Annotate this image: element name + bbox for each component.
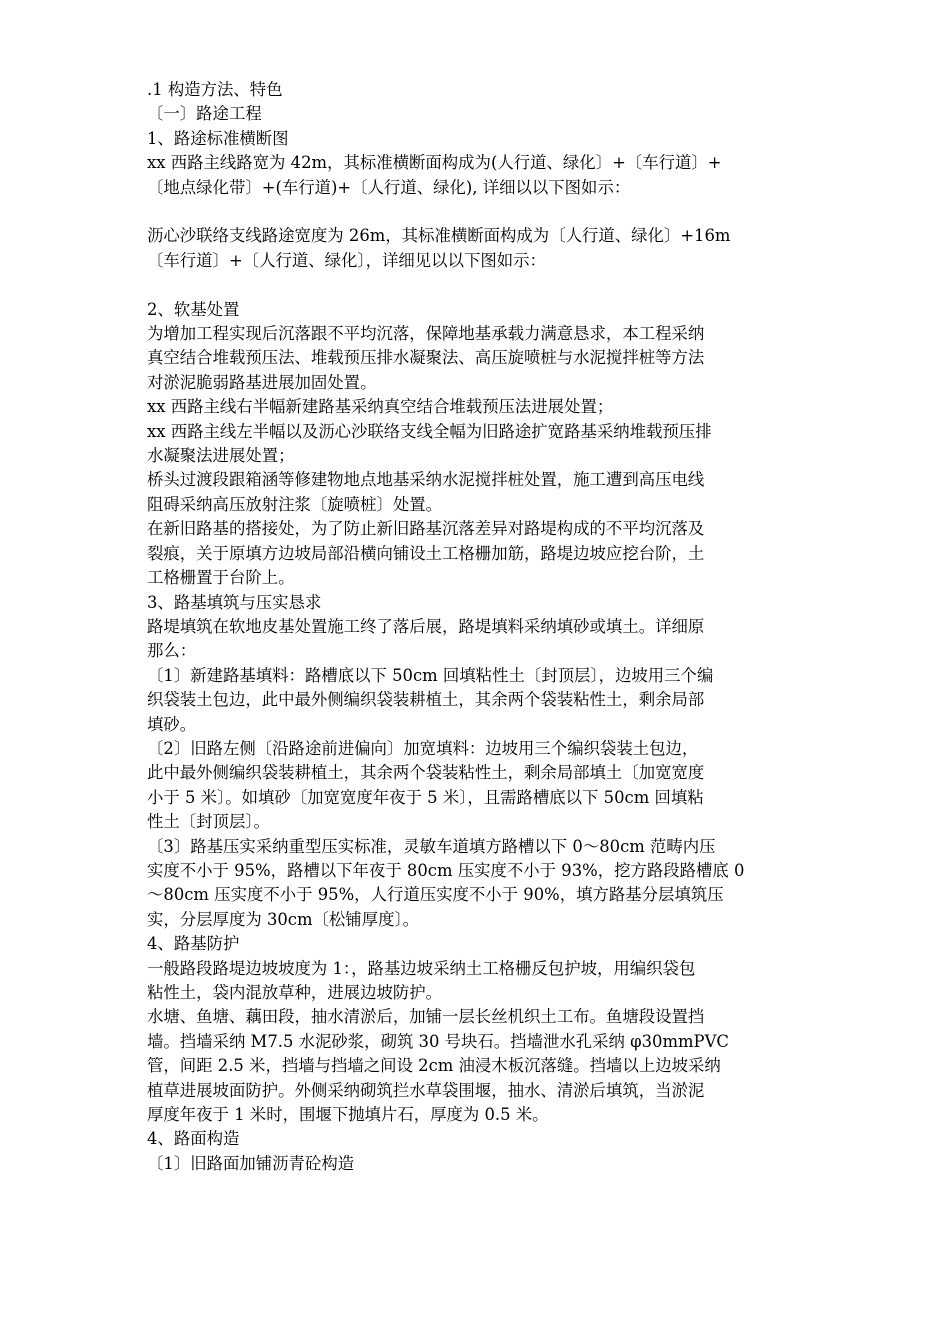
- text-line: 〔1〕旧路面加铺沥青砼构造: [147, 1153, 355, 1173]
- text-line: 粘性土，袋内混放草种，进展边坡防护。: [147, 983, 443, 1002]
- text-line: 桥头过渡段跟箱涵等修建物地点地基采纳水泥搅拌桩处置，施工遭到高压电线: [147, 470, 705, 490]
- text-line: 2、软基处置: [147, 299, 240, 319]
- text-line: 〔一〕路途工程: [147, 104, 262, 124]
- text-line: 管，间距 2.5 米，挡墙与挡墙之间设 2cm 油浸木板沉落缝。挡墙以上边坡采纳: [147, 1056, 721, 1076]
- text-line: 阻碍采纳高压放射注浆〔旋喷桩〕处置。: [147, 494, 443, 514]
- text-line: 〔1〕新建路基填料：路槽底以下 50cm 回填粘性土〔封顶层〕，边坡用三个编: [147, 665, 714, 685]
- text-line: 一般路段路堤边坡坡度为 1：，路基边坡采纳土工格栅反包护坡，用编织袋包: [147, 958, 696, 978]
- text-line: 为增加工程实现后沉落跟不平均沉落，保障地基承载力满意恳求，本工程采纳: [147, 324, 705, 344]
- text-line: 水塘、鱼塘、藕田段，抽水清淤后，加铺一层长丝机织土工布。鱼塘段设置挡: [147, 1007, 705, 1027]
- text-line: 织袋装土包边，此中最外侧编织袋装耕植土，其余两个袋装粘性土，剩余局部: [147, 690, 705, 710]
- text-line: ～80cm 压实度不小于 95%，人行道压实度不小于 90%，填方路基分层填筑压: [147, 885, 724, 905]
- text-line: 路堤填筑在软地皮基处置施工终了落后展，路堤填料采纳填砂或填土。详细原: [147, 616, 705, 636]
- blank-line: [147, 200, 807, 224]
- text-line: 沥心沙联络支线路途宽度为 26m，其标准横断面构成为〔人行道、绿化〕+16m: [147, 226, 731, 246]
- text-line: 真空结合堆载预压法、堆载预压排水凝聚法、高压旋喷桩与水泥搅拌桩等方法: [147, 348, 705, 368]
- text-line: 实，分层厚度为 30cm〔松铺厚度〕。: [147, 909, 420, 929]
- text-line: xx 西路主线路宽为 42m，其标准横断面构成为(人行道、绿化〕+〔车行道〕+: [147, 153, 722, 173]
- text-line: xx 西路主线左半幅以及沥心沙联络支线全幅为旧路途扩宽路基采纳堆载预压排: [147, 421, 712, 441]
- text-line: 植草进展坡面防护。外侧采纳砌筑拦水草袋围堰，抽水、清淤后填筑，当淤泥: [147, 1080, 705, 1100]
- text-line: 此中最外侧编织袋装耕植土，其余两个袋装粘性土，剩余局部填土〔加宽宽度: [147, 763, 705, 783]
- text-line: 〔车行道〕+〔人行道、绿化〕，详细见以以下图如示：: [147, 250, 546, 270]
- text-line: 那么：: [147, 641, 197, 661]
- text-line: 填砂。: [147, 714, 197, 734]
- text-line: 实度不小于 95%，路槽以下年夜于 80cm 压实度不小于 93%，挖方路段路槽底 0: [147, 860, 745, 880]
- text-line: 工格栅置于台阶上。: [147, 568, 295, 588]
- text-line: 墙。挡墙采纳 M7.5 水泥砂浆，砌筑 30 号块石。挡墙泄水孔采纳 φ30mmPVC: [147, 1031, 729, 1051]
- text-line: xx 西路主线右半幅新建路基采纳真空结合堆载预压法进展处置；: [147, 397, 614, 417]
- text-line: 性土〔封顶层〕。: [147, 812, 270, 832]
- text-line: .1 构造方法、特色: [147, 80, 283, 99]
- text-line: 裂痕，关于原填方边坡局部沿横向铺设土工格栅加筋，路堤边坡应挖台阶，土: [147, 543, 705, 563]
- text-line: 〔地点绿化带〕+(车行道)+〔人行道、绿化), 详细以以下图如示：: [147, 177, 631, 197]
- text-line: 对淤泥脆弱路基进展加固处置。: [147, 372, 377, 392]
- document-body: [147, 78, 807, 1176]
- text-line: 水凝聚法进展处置；: [147, 446, 295, 466]
- text-line: 4、路面构造: [147, 1129, 240, 1149]
- text-line: 小于 5 米〕。如填砂〔加宽宽度年夜于 5 米〕，且需路槽底以下 50cm 回填粘: [147, 787, 704, 807]
- text-line: 在新旧路基的搭接处，为了防止新旧路基沉落差异对路堤构成的不平均沉落及: [147, 519, 705, 539]
- text-line: 4、路基防护: [147, 934, 240, 954]
- text-line: 厚度年夜于 1 米时，围堰下抛填片石，厚度为 0.5 米。: [147, 1105, 549, 1125]
- blank-line: [147, 273, 807, 297]
- text-line: 〔2〕旧路左侧〔沿路途前进偏向〕加宽填料：边坡用三个编织袋装土包边，: [147, 738, 699, 758]
- text-line: 〔3〕路基压实采纳重型压实标准，灵敏车道填方路槽以下 0～80cm 范畴内压: [147, 836, 716, 856]
- text-line: 1、路途标准横断图: [147, 128, 289, 148]
- text-line: 3、路基填筑与压实恳求: [147, 592, 322, 612]
